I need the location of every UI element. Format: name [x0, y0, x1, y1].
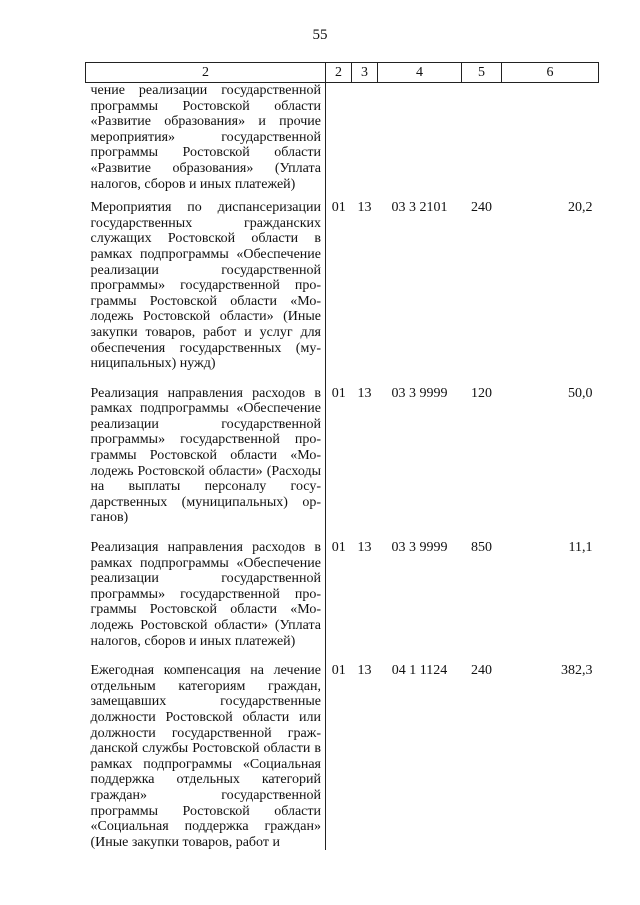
row-subsection: 13 — [357, 540, 372, 556]
page-number: 55 — [312, 27, 328, 43]
row-target — [378, 83, 462, 201]
budget-table — [85, 62, 599, 850]
row-description: чение реализации государственной программы Ростовской области «Развитие образования» и прочие мероприятия» государственной программы Ростовской области «Развитие образования» (Уплата налогов, сборов и иных платежей) — [86, 83, 326, 201]
header-col-section: 2 — [326, 63, 352, 83]
row-description: Реализация направления расходов в рамках подпрограммы «Обеспечение реализации государственной программы» государственной программы Ростовской области «Молодежь Ростовской области» (Расходы на выплаты персоналу государственных (муниципальных) органов) — [86, 386, 326, 540]
header-col-target: 4 — [378, 63, 462, 83]
row-subsection: 13 — [357, 200, 372, 216]
row-section: 01 — [331, 200, 346, 216]
row-target: 03 3 9999 — [391, 385, 448, 401]
row-type — [462, 83, 502, 201]
row-section: 01 — [331, 540, 346, 556]
row-amount: 382,3 — [561, 663, 593, 679]
row-subsection: 13 — [357, 385, 372, 401]
header-col-type: 5 — [462, 63, 502, 83]
row-target: 04 1 1124 — [391, 663, 448, 679]
row-subsection — [352, 83, 378, 201]
header-col-subsection: 3 — [352, 63, 378, 83]
table-row — [86, 663, 599, 850]
table-header-row — [86, 63, 599, 83]
table-row — [86, 386, 599, 540]
row-section: 01 — [331, 385, 346, 401]
row-type: 240 — [471, 663, 492, 679]
table-row — [86, 83, 599, 201]
row-description: Реализация направления расходов в рамках подпрограммы «Обеспечение реализации государственной программы» государственной программы Ростовской области «Молодежь Ростовской области» (Уплата налогов, сборов и иных платежей) — [86, 540, 326, 663]
row-amount: 50,0 — [568, 385, 593, 401]
row-target: 03 3 2101 — [391, 200, 448, 216]
table-row — [86, 540, 599, 663]
row-description: Ежегодная компенсация на лечение отдельным категориям граждан, замещавших государственные должности Ростовской области или должности государственной гражданской службы Ростовской области в рамках подпрограммы «Социальная поддержка отдельных категорий граждан» государственной программы Ростовской области «Социальная поддержка граждан» (Иные закупки товаров, работ и — [86, 663, 326, 850]
row-amount: 11,1 — [568, 540, 593, 556]
row-amount — [502, 83, 599, 201]
row-section — [326, 83, 352, 201]
row-type: 850 — [471, 540, 492, 556]
row-type: 120 — [471, 385, 492, 401]
row-description: Мероприятия по диспансеризации государственных гражданских служащих Ростовской области в рамках подпрограммы «Обеспечение реализации государственной программы» государственной программы Ростовской области «Молодежь Ростовской области» (Иные закупки товаров, работ и услуг для обеспечения государственных (муниципальных) нужд) — [86, 200, 326, 386]
table-row — [86, 200, 599, 386]
row-amount: 20,2 — [568, 200, 593, 216]
row-target: 03 3 9999 — [391, 540, 448, 556]
header-col-desc: 2 — [86, 63, 326, 83]
row-type: 240 — [471, 200, 492, 216]
header-col-amount: 6 — [502, 63, 599, 83]
row-subsection: 13 — [357, 663, 372, 679]
row-section: 01 — [331, 663, 346, 679]
